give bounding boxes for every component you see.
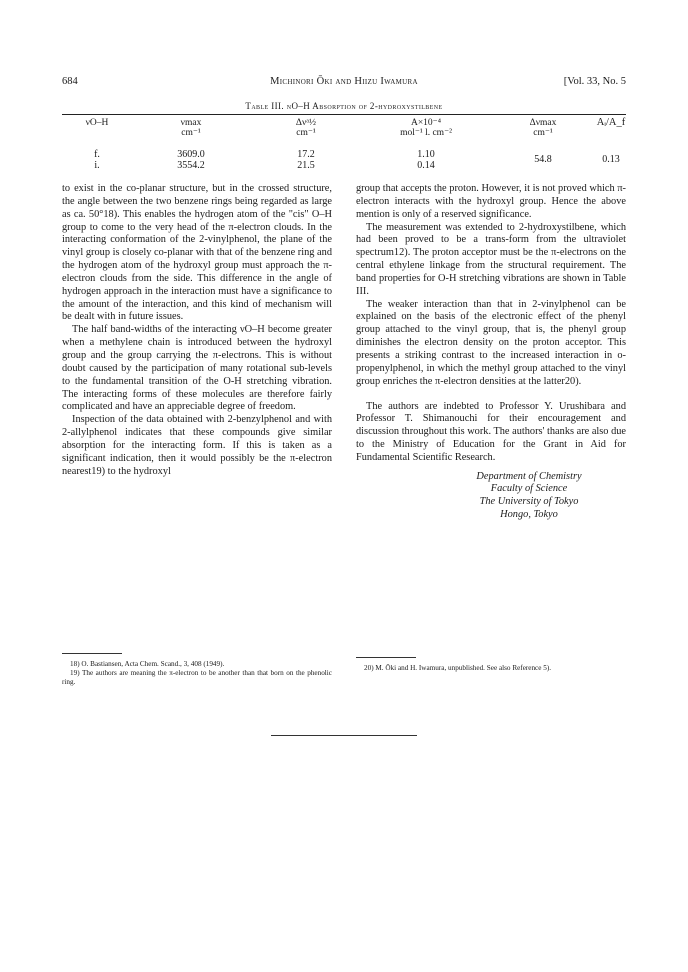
header-cell: Δνᵃ½ cm⁻¹: [295, 118, 317, 138]
footnote: 19) The authors are meaning the π-electron to be another than that born on the phenolic ring.: [62, 669, 332, 686]
table-cell: 0.14: [417, 159, 435, 171]
footnote-rule: [62, 653, 122, 654]
header-cell: Aᵢ/A_f: [596, 117, 626, 128]
intensity-cell: [362, 150, 490, 171]
table-body: [62, 150, 626, 171]
footnote-rule: [356, 657, 416, 658]
delta-nu-max-cell: 54.8: [534, 154, 552, 166]
band-width-cell: [250, 150, 362, 171]
paragraph: group that accepts the proton. However, it is not proved which π-electron interacts with the hydroxyl group. Hence the above mention is only of a reserved significance.: [356, 183, 626, 220]
end-rule: [271, 735, 417, 736]
footnote: 20) M. Ōki and H. Iwamura, unpublished. See also Reference 5).: [364, 664, 552, 672]
table-cell: i.: [94, 159, 100, 171]
table-cell: 3609.0: [177, 149, 205, 160]
paragraph: The weaker interaction than that in 2-vinylphenol can be explained on the basis of the electronic effect of the phenyl group attached to the vinyl group, that is, the phenyl group diminishes the electron density on the proton acceptor. This presents a striking contrast to the increased interaction in o-propenylphenol, in which the methyl group attached to the vinyl group enriches the π-electron densities at the latter20).: [356, 298, 626, 387]
volume-info: [Vol. 33, No. 5: [563, 76, 626, 87]
paragraph: The half band-widths of the interacting νO–H become greater when a methylene chain is introduced between the hydroxyl group and the group carrying the π-electrons. This is without doubt caused by the participation of many rotational sub-levels to the fundamental transition of the O-H stretching vibration. The interacting forms of these molecules are therefore fairly complicated and have an appreciable degree of freedom.: [62, 324, 332, 413]
affiliation-line: Faculty of Science: [490, 483, 568, 495]
affiliation-line: The University of Tokyo: [479, 495, 579, 507]
footnotes-right: [356, 657, 626, 673]
footnote: 18) O. Bastiansen, Acta Chem. Scand., 3, 408 (1949).: [70, 660, 225, 668]
paragraph: The measurement was extended to 2-hydroxystilbene, which had been proved to be a trans-form from the ultraviolet spectrum12). The proton acceptor must be the π-electrons on the central ethylene linkage from the structural requirement. The band properties for O-H stretching vibrations are shown in Table III.: [356, 221, 626, 297]
affiliation: [356, 471, 626, 521]
table-cell: f.: [94, 149, 100, 160]
affiliation-line: Hongo, Tokyo: [500, 508, 558, 520]
row-labels-cell: [62, 150, 132, 171]
nu-max-cell: [132, 150, 250, 171]
header-cell: νmax cm⁻¹: [180, 118, 202, 138]
header-cell: Δνmax cm⁻¹: [529, 118, 557, 138]
affiliation-line: Department of Chemistry: [476, 470, 582, 482]
table-cell: 3554.2: [177, 159, 205, 171]
left-text-column: [62, 183, 332, 478]
ratio-cell: 0.13: [602, 154, 620, 166]
header-cell: A×10⁻⁴ mol⁻¹ l. cm⁻²: [400, 118, 452, 138]
header-cell: νO–H: [85, 118, 109, 128]
page-number: 684: [62, 76, 78, 87]
data-table: [62, 114, 626, 171]
paragraph: to exist in the co-planar structure, but in the crossed structure, the angle between the two benzene rings being regarded as large as ca. 50°18). This enables the hydrogen atom of the "cis" O–H group to come to the very head of the π-electron clouds. In the interacting conformation of the 2-vinylphenol, the plane of the vinyl group is closely co-planar with that of the benzene ring and the hydrogen atom of the hydroxyl group must approach the π-electron clouds from the side. This difference in the angle of hydrogen approach in the interaction must have a significance to the amount of the interaction, and this kind of mechanism will be dealt with in future issues.: [62, 183, 332, 323]
paragraph: Inspection of the data obtained with 2-benzylphenol and with 2-allylphenol indicates that these compounds give similar absorption for the interacting form. If this is taken as a significant indication, then it would possibly be the π-electron nearest19) to the hydroxyl: [62, 414, 332, 477]
table-cell: 21.5: [297, 159, 315, 171]
acknowledgement: The authors are indebted to Professor Y. Urushibara and Professor T. Shimanouchi for their encouragement and discussion throughout this work. The authors' thanks are also due to the Ministry of Education for the Grant in Aid for Fundamental Scientific Research.: [356, 400, 626, 463]
table-cell: 1.10: [417, 149, 435, 160]
right-text-column: [356, 183, 626, 521]
running-authors: Michinori Ōki and Hiizu Iwamura: [270, 76, 418, 87]
footnotes-left: [62, 653, 332, 687]
table-cell: 17.2: [297, 149, 315, 160]
table-title: Table III. νO–H Absorption of 2-hydroxystilbene: [245, 101, 443, 111]
running-header: [62, 76, 626, 92]
table-header-row: [62, 115, 626, 138]
